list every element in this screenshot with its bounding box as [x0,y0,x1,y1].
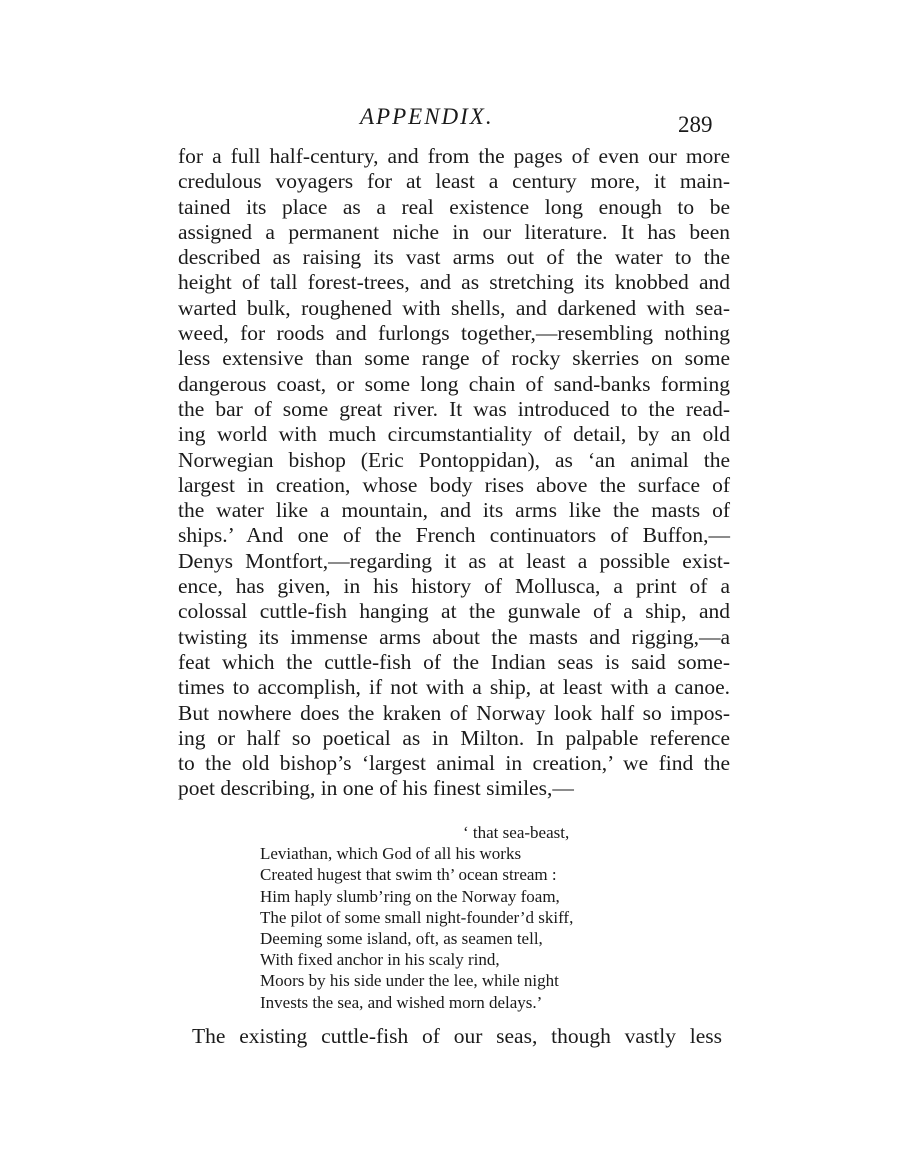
text-line: the water like a mountain, and its arms like the masts of [178,498,730,523]
text-line: twisting its immense arms about the masts and rigging,—a [178,624,730,649]
text-line: the bar of some great river. It was introduced to the read- [178,396,730,421]
verse-quotation [260,822,620,1013]
verse-line: Him haply slumb’ring on the Norway foam, [260,886,560,906]
text-line: But nowhere does the kraken of Norway look half so impos- [178,700,730,725]
verse-line: ‘ that sea-beast, [463,823,570,842]
text-line: feat which the cuttle-fish of the Indian seas is said some- [178,649,730,674]
text-line: largest in creation, whose body rises above the surface of [178,472,730,497]
text-line: Norwegian bishop (Eric Pontoppidan), as ‘an animal the [178,447,730,472]
text-line: times to accomplish, if not with a ship, at least with a canoe. [178,675,730,700]
text-line: weed, for roods and furlongs together,—resembling nothing [178,321,730,346]
running-head: APPENDIX. [360,104,494,129]
text-line: colossal cuttle-fish hanging at the gunwale of a ship, and [178,599,730,624]
text-line: ing world with much circumstantiality of detail, by an old [178,422,730,447]
text-line: credulous voyagers for at least a century more, it main- [178,169,730,194]
verse-line: Invests the sea, and wished morn delays.’ [260,992,543,1012]
text-line: poet describing, in one of his finest similes,— [178,776,574,801]
verse-line: The pilot of some small night-founder’d skiff, [260,907,574,927]
text-line: height of tall forest-trees, and as stretching its knobbed and [178,270,730,295]
verse-line: Moors by his side under the lee, while night [260,971,559,991]
verse-line: With fixed anchor in his scaly rind, [260,950,500,970]
text-line: Denys Montfort,—regarding it as at least a possible exist- [178,548,730,573]
text-line: warted bulk, roughened with shells, and darkened with sea- [178,295,730,320]
text-line: for a full half-century, and from the pages of even our more [178,144,730,168]
text-line: dangerous coast, or some long chain of sand-banks forming [178,371,730,396]
text-line: The existing cuttle-fish of our seas, though vastly less [192,1024,722,1048]
page-number: 289 [678,112,713,137]
text-line: tained its place as a real existence long enough to be [178,194,730,219]
verse-line: Created hugest that swim th’ ocean stream : [260,865,557,885]
text-line: to the old bishop’s ‘largest animal in creation,’ we find the [178,751,730,776]
verse-line: Deeming some island, oft, as seamen tell, [260,928,543,948]
closing-paragraph [192,1024,722,1049]
text-line: ships.’ And one of the French continuators of Buffon,— [178,523,730,548]
verse-line: Leviathan, which God of all his works [260,844,522,864]
text-line: described as raising its vast arms out of the water to the [178,245,730,270]
text-line: ence, has given, in his history of Mollusca, a print of a [178,574,730,599]
body-paragraph [178,144,730,802]
text-line: assigned a permanent niche in our literature. It has been [178,219,730,244]
text-line: ing or half so poetical as in Milton. In palpable reference [178,725,730,750]
text-line: less extensive than some range of rocky skerries on some [178,346,730,371]
